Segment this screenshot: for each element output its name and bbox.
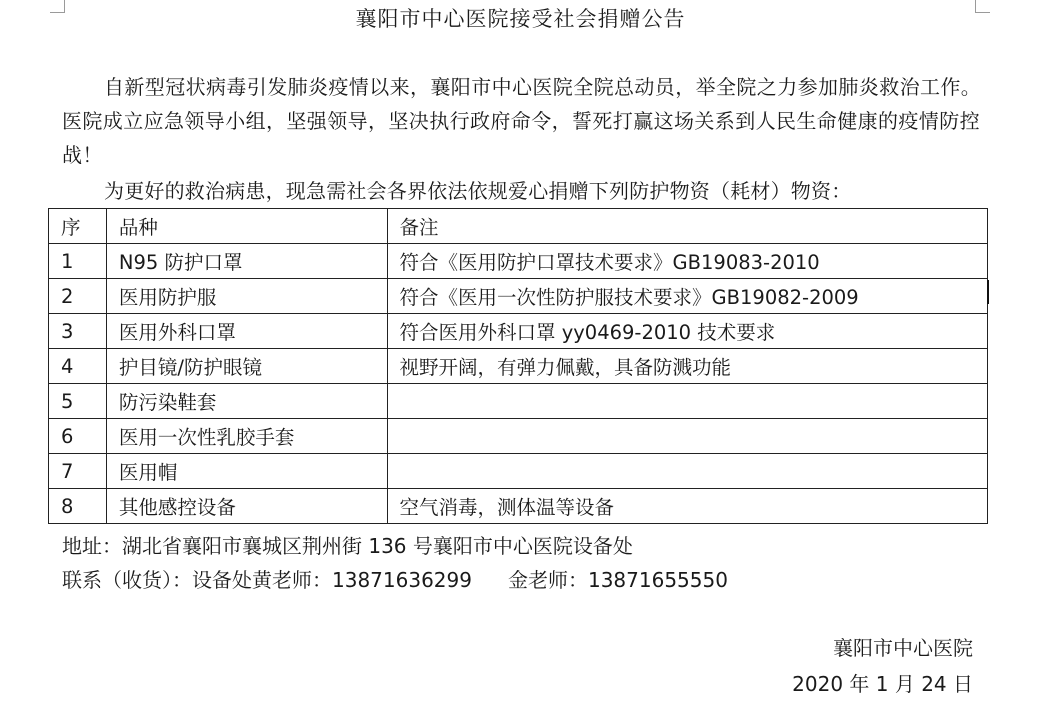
table-row xyxy=(49,454,988,489)
request-paragraph: 为更好的救治病患，现急需社会各界依法依规爱心捐赠下列防护物资（耗材）物资： xyxy=(104,179,852,203)
header-item: 品种 xyxy=(106,209,387,244)
page-title: 襄阳市中心医院接受社会捐赠公告 xyxy=(355,7,686,31)
row-index: 7 xyxy=(49,454,107,489)
header-note: 备注 xyxy=(387,209,987,244)
row-item: 防污染鞋套 xyxy=(106,384,387,419)
row-index: 8 xyxy=(49,489,107,524)
row-note: 符合医用外科口罩 yy0469-2010 技术要求 xyxy=(387,314,987,349)
row-index: 4 xyxy=(49,349,107,384)
contact-person-2: 金老师：13871655550 xyxy=(507,568,728,592)
text-cursor xyxy=(987,280,989,304)
signature-org: 襄阳市中心医院 xyxy=(833,636,973,660)
table-row xyxy=(49,489,988,524)
signature-date: 2020 年 1 月 24 日 xyxy=(792,672,973,696)
row-index: 2 xyxy=(49,279,107,314)
table-row xyxy=(49,244,988,279)
row-note: 视野开阔，有弹力佩戴，具备防溅功能 xyxy=(387,349,987,384)
row-item: 医用一次性乳胶手套 xyxy=(106,419,387,454)
row-note xyxy=(387,419,987,454)
row-item: 医用外科口罩 xyxy=(106,314,387,349)
row-note xyxy=(387,454,987,489)
row-note: 符合《医用防护口罩技术要求》GB19083-2010 xyxy=(387,244,987,279)
row-index: 5 xyxy=(49,384,107,419)
table-row xyxy=(49,384,988,419)
table-row xyxy=(49,279,988,314)
row-index: 3 xyxy=(49,314,107,349)
table-row xyxy=(49,349,988,384)
contact-label: 联系（收货）： xyxy=(62,568,192,592)
intro-paragraph: 自新型冠状病毒引发肺炎疫情以来，襄阳市中心医院全院总动员，举全院之力参加肺炎救治工作。医院成立应急领导小组，坚强领导，坚决执行政府命令，誓死打赢这场关系到人民生命健康的疫情防控战！ xyxy=(62,75,982,167)
contact-person-1: 设备处黄老师：13871636299 xyxy=(192,568,472,592)
row-item: 医用防护服 xyxy=(106,279,387,314)
row-item: N95 防护口罩 xyxy=(106,244,387,279)
table-header-row xyxy=(49,209,988,244)
header-index: 序 xyxy=(49,209,107,244)
row-note: 空气消毒，测体温等设备 xyxy=(387,489,987,524)
table-row xyxy=(49,314,988,349)
address-line: 地址：湖北省襄阳市襄城区荆州街 136 号襄阳市中心医院设备处 xyxy=(62,534,633,558)
table-row xyxy=(49,419,988,454)
row-item: 医用帽 xyxy=(106,454,387,489)
row-index: 1 xyxy=(49,244,107,279)
row-note: 符合《医用一次性防护服技术要求》GB19082-2009 xyxy=(387,279,987,314)
contact-line xyxy=(62,564,728,596)
row-note xyxy=(387,384,987,419)
supplies-table xyxy=(48,208,988,524)
row-item: 护目镜/防护眼镜 xyxy=(106,349,387,384)
row-index: 6 xyxy=(49,419,107,454)
row-item: 其他感控设备 xyxy=(106,489,387,524)
